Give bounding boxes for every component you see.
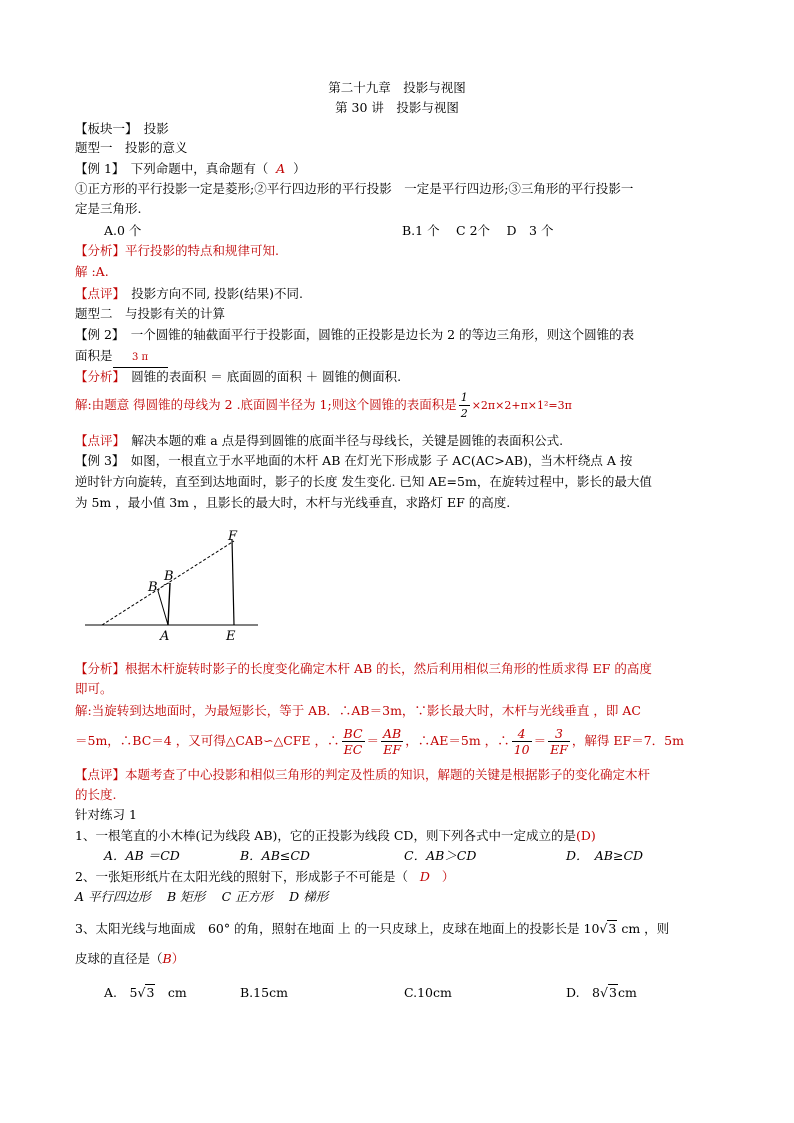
example3-question-line2: 逆时针方向旋转，直至到达地面时，影子的长度 发生变化. 已知 AE=5m，在旋转过程中，影长的最大值 [75,474,652,489]
example2-question-line2: 面积是 3 π [75,347,168,368]
fraction-4-10: $\frac{4}{10}$ [513,726,530,757]
lamp-post-ef [232,539,234,625]
example1-solution: 解 :A. [75,264,109,279]
practice-q1: 1、一根笔直的小木棒(记为线段 AB)，它的正投影为线段 CD，则下列各式中一定成立的是(D) [75,828,596,843]
practice-q3-option-d: D. 8√3cm [566,985,637,1000]
example2-analysis: 【分析】 圆锥的表面积 ＝ 底面圆的面积 ＋ 圆锥的侧面积. [75,369,402,384]
practice-q3-line2: 皮球的直径是（B） [75,951,185,966]
rotated-pole [158,591,168,625]
fraction-one-half: $\frac{1}{2}$ [460,391,468,420]
example2-comment: 【点评】 解决本题的难 a 点是得到圆锥的底面半径与母线长，关键是圆锥的表面积公式. [75,433,564,448]
practice-q3-option-a: A. 5√3 cm [104,985,187,1000]
example3-solution-line1: 解:当旋转到达地面时，为最短影长，等于 AB．∴AB＝3m，∵影长最大时，木杆与光线垂直 ，即 AC [75,703,641,718]
example3-question-line1: 【例 3】 如图，一根直立于水平地面的木杆 AB 在灯光下形成影 子 AC(AC>AB)，当木杆绕点 A 按 [75,453,633,468]
label-b-rotated: B [148,580,158,595]
practice-title: 针对练习 1 [75,807,137,822]
practice-q1-option-b: B．AB≤CD [240,848,310,863]
practice-q3-answer: B [162,951,172,966]
type2-title: 题型二 与投影有关的计算 [75,306,226,321]
label-e: E [226,629,236,644]
example3-analysis-line2: 即可。 [75,681,113,696]
practice-q2-answer: D [419,869,430,884]
example1-option-a: A.0 个 [104,223,142,238]
example1-comment: 【点评】 投影方向不同, 投影(结果)不同. [75,286,303,301]
lecture-title: 第 30 讲 投影与视图 [335,100,459,115]
label-b: B [164,569,174,584]
label-a: A [160,629,170,644]
lamp-pole-figure [80,525,270,645]
example2-question-line1: 【例 2】 一个圆锥的轴截面平行于投影面，圆锥的正投影是边长为 2 的等边三角形，则这个圆锥的表 [75,327,635,342]
practice-q3-option-c: C.10cm [404,985,452,1000]
example1-analysis: 【分析】平行投影的特点和规律可知. [75,243,279,258]
practice-q1-option-d: D． AB≥CD [566,848,644,863]
practice-q1-option-c: C．AB＞CD [404,848,477,863]
example2-answer-blank: 3 π [113,349,168,368]
practice-q1-answer: (D) [575,828,596,843]
example1-tag: 【例 1】 [75,161,119,176]
rotation-arc [158,583,170,591]
practice-q3-option-b: B.15cm [240,985,288,1000]
example3-analysis-line1: 【分析】根据木杆旋转时影子的长度变化确定木杆 AB 的长，然后利用相似三角形的性质求得 EF 的高度 [75,661,652,676]
pole-ab [168,583,170,625]
practice-q2: 2、一张矩形纸片在太阳光线的照射下，形成影子不可能是（ D ） [75,869,455,884]
example1-body-line2: 定是三角形. [75,201,142,216]
fraction-bc-ec: $\frac{BC}{EC}$ [343,726,363,757]
example3-comment-line2: 的长度. [75,787,117,802]
example3-comment-line1: 【点评】本题考查了中心投影和相似三角形的判定及性质的知识，解题的关键是根据影子的变化确定木杆 [75,767,651,782]
practice-q2-options: A 平行四边形 B 矩形 C 正方形 D 梯形 [75,889,329,904]
fraction-ab-ef: $\frac{AB}{EF}$ [383,726,402,757]
example2-solution: 解:由题意 得圆锥的母线为 2 .底面圆半径为 1;则这个圆锥的表面积是 $\frac{1}{2}$ ×2π×2+π×1²=3π [75,391,572,420]
chapter-title: 第二十九章 投影与视图 [328,80,466,95]
example3-question-line3: 为 5m ，最小值 3m ，且影长的最大时，木杆与光线垂直，求路灯 EF 的高度. [75,495,511,510]
example1-question: 【例 1】 下列命题中，真命题有（ A ） [75,161,306,176]
example1-options-bcd: B.1 个 C 2个 D 3 个 [402,223,554,238]
example3-solution-line2: ＝5m，∴BC＝4 ，又可得△CAB∽△CFE ，∴ $\frac{BC}{EC}$ ＝ $\frac{AB}{EF}$ ，∴AE＝5m ，∴ $\frac{4}{10}$ ＝ $\frac{3}{EF}$ ，解得 EF＝7．5m [75,726,684,757]
fraction-3-ef: $\frac{3}{EF}$ [550,726,568,757]
example1-body-line1: ①正方形的平行投影一定是菱形;②平行四边形的平行投影 一定是平行四边形;③三角形的平行投影一 [75,181,634,196]
practice-q3-line1: 3、太阳光线与地面成 60° 的角，照射在地面 上 的一只皮球上，皮球在地面上的投影长是 10√3 cm ，则 [75,921,670,936]
label-f: F [228,529,238,544]
practice-q1-option-a: A．AB ＝CD [104,848,180,863]
example1-answer: A [276,161,286,176]
type1-title: 题型一 投影的意义 [75,140,188,155]
module-title: 【板块一】 投影 [75,121,169,136]
